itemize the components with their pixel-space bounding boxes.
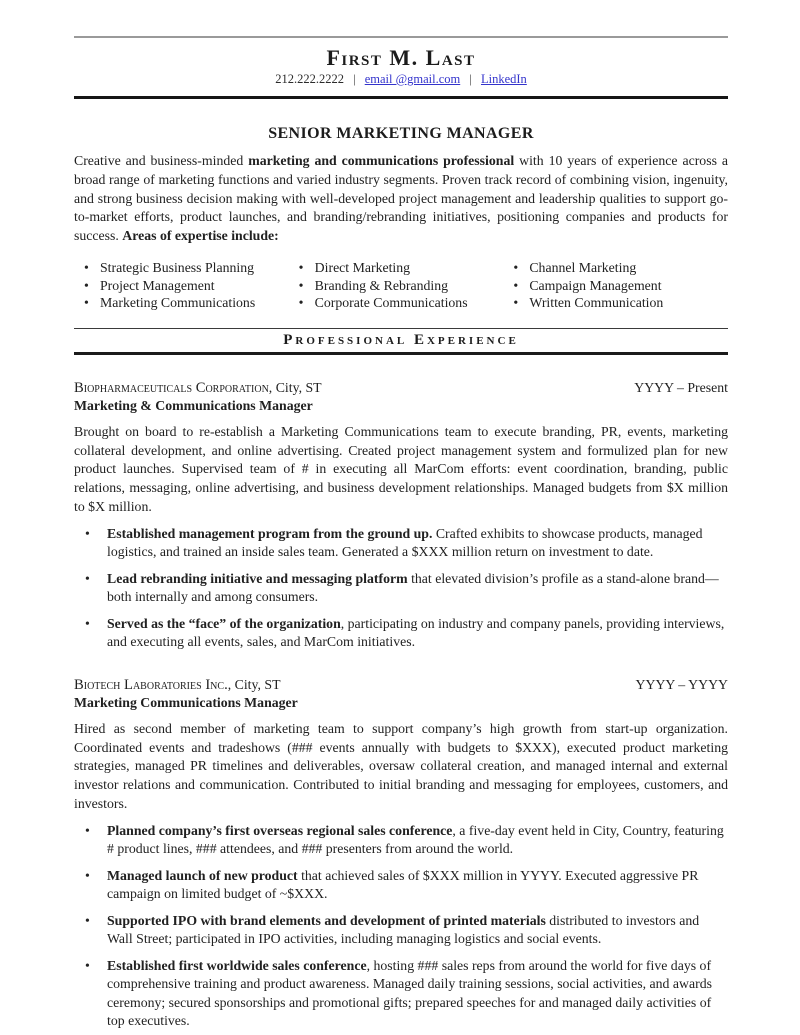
expertise-label: Campaign Management [529, 277, 662, 293]
bullet-rest: , participating on industry and company panels, providing interviews, and executing all events, sales, and MarCom initiatives. [107, 615, 725, 650]
bullet-lead: Managed launch of new product [107, 867, 298, 883]
company-name: Biopharmaceuticals Corporation [74, 379, 269, 396]
list-item [74, 912, 728, 949]
bullet-lead: Established management program from the ground up. [107, 525, 433, 541]
bullet-rest: Crafted exhibits to showcase products, managed logistics, and trained an inside sales team. Generated a $XXX million return on investment to date. [107, 525, 703, 560]
bullet-icon: • [298, 277, 304, 293]
bullet-text [107, 525, 728, 562]
expertise-label: Direct Marketing [314, 259, 411, 275]
bullet-lead: Served as the “face” of the organization [107, 615, 341, 631]
expertise-label: Channel Marketing [529, 259, 637, 275]
bullet-icon: • [513, 259, 519, 275]
bullet-lead: Supported IPO with brand elements and development of printed materials [107, 912, 546, 928]
bullet-icon: • [298, 295, 304, 311]
experience-section-heading [74, 328, 728, 355]
job-header [74, 380, 728, 397]
company-line [74, 677, 281, 694]
bullet-lead: Established first worldwide sales conference [107, 957, 367, 973]
list-item [513, 294, 728, 312]
list-item [299, 294, 514, 312]
contact-separator: | [469, 72, 472, 86]
bullet-rest: distributed to investors and Wall Street; participated in IPO activities, including managing logistics and social events. [107, 912, 700, 947]
bullet-icon: • [298, 259, 304, 275]
list-item [74, 822, 728, 859]
bullet-icon: • [85, 525, 90, 541]
expertise-label: Project Management [100, 277, 215, 293]
company-name: Biotech Laboratories Inc. [74, 676, 228, 693]
job-title: Marketing & Communications Manager [74, 397, 313, 413]
bullet-text [107, 822, 728, 859]
list-item [84, 294, 299, 312]
job-summary: Brought on board to re-establish a Marketing Communications team to execute branding, PR, events, marketing collateral development, and online advertising. Created project management system and formulized plan for new product launches. Supervised team of # in executing all MarCom efforts: event coordination, branding, public relations, messaging, online advertising, and business development relationships. Managed budgets from $X million to $X million. [74, 423, 728, 514]
list-item [74, 957, 728, 1031]
expertise-column-1 [84, 259, 299, 312]
bullet-icon: • [84, 259, 89, 275]
bullet-lead: Lead rebranding initiative and messaging platform [107, 570, 408, 586]
summary-expertise-label: Areas of expertise include: [122, 228, 279, 244]
company-line [74, 380, 322, 397]
contact-line [74, 72, 728, 87]
bullet-icon: • [85, 570, 90, 586]
person-name: First M. Last [326, 45, 476, 70]
bullet-icon: • [513, 277, 519, 293]
job-title: Marketing Communications Manager [74, 694, 298, 710]
summary-lead: Creative and business-minded [74, 153, 249, 168]
bullet-icon: • [84, 277, 89, 293]
email-link[interactable]: email @gmail.com [364, 72, 461, 86]
linkedin-link[interactable]: LinkedIn [480, 72, 527, 86]
list-item [74, 570, 728, 607]
bullet-text [107, 867, 728, 904]
job-bullet-list [74, 822, 728, 1031]
expertise-column-3 [513, 259, 728, 312]
summary-bold-phrase: marketing and communications professional [248, 153, 515, 168]
top-rule [74, 36, 728, 38]
list-item [299, 277, 514, 295]
bullet-icon: • [85, 822, 90, 838]
list-item [84, 277, 299, 295]
list-item [74, 525, 728, 562]
bullet-rest: that achieved sales of $XXX million in YYYY. Executed aggressive PR campaign on limited budget of ~$XXX. [107, 867, 699, 902]
phone-number: 212.222.2222 [275, 72, 344, 86]
expertise-columns [74, 259, 728, 312]
expertise-label: Written Communication [529, 295, 664, 311]
job-dates: YYYY – YYYY [635, 676, 728, 692]
section-heading-text: Professional Experience [283, 331, 519, 348]
bullet-text [107, 957, 728, 1031]
company-location: , City, ST [227, 676, 281, 692]
bullet-icon: • [85, 615, 90, 631]
summary-rest: with 10 years of experience across a broad range of marketing functions and varied industry segments. Proven track record of combining vision, ingenuity, and strong business decision making with well-developed project management and leadership qualities to support go-to-market efforts, product launches, and branding/rebranding initiatives, positioning companies and products for success. [74, 153, 728, 244]
bullet-icon: • [85, 912, 90, 928]
bullet-text [107, 570, 728, 607]
bullet-rest: , hosting ### sales reps from around the world for five days of comprehensive training and product awareness. Managed daily training sessions, social activities, and awards ceremony; secured sponsorships and promotional gifts; prepared speeches for and managed daily activities of top executives. [107, 957, 712, 1029]
bullet-rest: that elevated division’s profile as a stand-alone brand—both internally and among consumers. [107, 570, 719, 605]
list-item [74, 867, 728, 904]
expertise-label: Strategic Business Planning [100, 259, 255, 275]
bullet-rest: , a five-day event held in City, Country, featuring # product lines, ### attendees, and ### presenters from around the world. [107, 822, 724, 857]
list-item [513, 277, 728, 295]
contact-separator: | [353, 72, 356, 86]
list-item [513, 259, 728, 277]
job-summary: Hired as second member of marketing team to support company’s high growth from start-up organization. Coordinated events and tradeshows (### events annually with budgets to $XXX), executed product marketing strategies, managed PR timelines and deliverables, oversaw collateral creation, and managed internal and external investor relations and communication. Contributed to initial branding and messaging for employees, customers, and investors. [74, 720, 728, 811]
expertise-column-2 [299, 259, 514, 312]
job-header [74, 677, 728, 694]
expertise-label: Branding & Rebranding [314, 277, 449, 293]
expertise-label: Marketing Communications [100, 295, 256, 311]
bullet-text [107, 615, 728, 652]
job-entry-biopharmaceuticals [74, 380, 728, 652]
bullet-icon: • [84, 295, 89, 311]
company-location: , City, ST [268, 379, 322, 395]
resume-title: SENIOR MARKETING MANAGER [268, 125, 534, 142]
job-dates: YYYY – Present [634, 379, 728, 395]
list-item [84, 259, 299, 277]
list-item [299, 259, 514, 277]
header-rule [74, 96, 728, 99]
bullet-lead: Planned company’s first overseas regional sales conference [107, 822, 453, 838]
summary-paragraph [74, 152, 728, 246]
bullet-icon: • [85, 957, 90, 973]
job-bullet-list [74, 525, 728, 652]
job-entry-biotech [74, 677, 728, 1031]
expertise-label: Corporate Communications [314, 295, 468, 311]
bullet-text [107, 912, 728, 949]
bullet-icon: • [85, 867, 90, 883]
list-item [74, 615, 728, 652]
bullet-icon: • [513, 295, 519, 311]
